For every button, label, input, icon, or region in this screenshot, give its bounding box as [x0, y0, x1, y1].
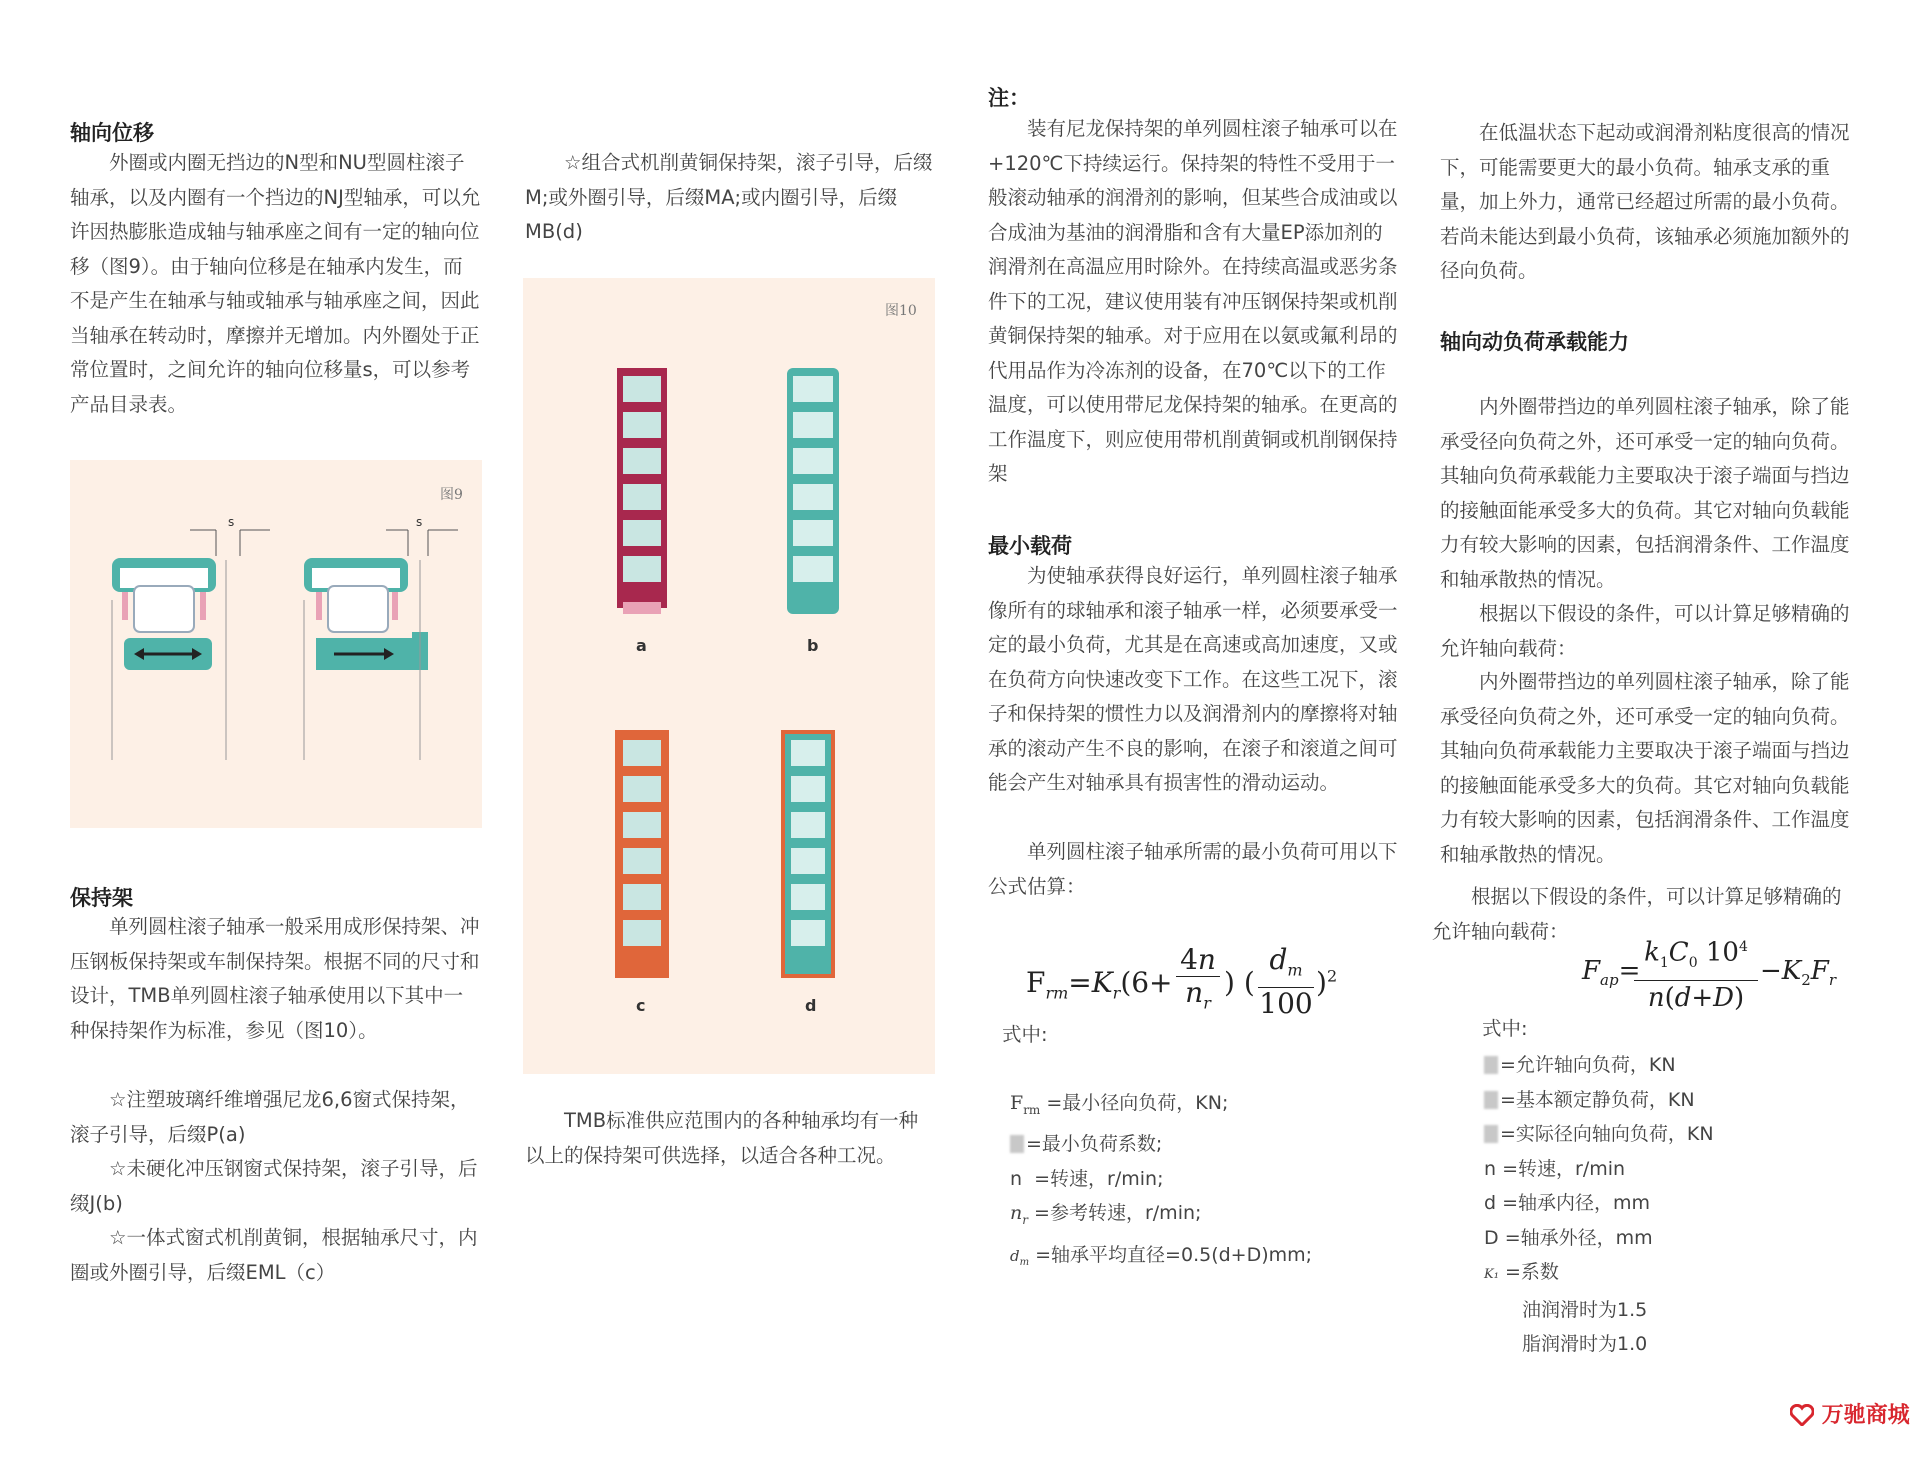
var-dm: =轴承平均直径=0.5(d+D)mm;	[1035, 1243, 1313, 1266]
var-fr: =实际径向轴向负荷，KN	[1500, 1123, 1714, 1145]
paragraph-assumption-1: 根据以下假设的条件，可以计算足够精确的允许轴向载荷：	[1440, 602, 1850, 660]
formula-min-load: $F_{rm}=K_r(6+$ 4n $n_r$ ) ( $d_m$ 100 )$^2$	[1026, 943, 1338, 1020]
brand-logo-text: 万驰商城	[1821, 1403, 1910, 1428]
var-k1: =系数	[1504, 1261, 1559, 1283]
cage-a	[617, 368, 667, 614]
heart-logo-icon	[1790, 1404, 1814, 1426]
cage-c	[615, 730, 669, 978]
caption-c: c	[636, 996, 646, 1015]
paragraph-axial-capacity-1: 内外圈带挡边的单列圆柱滚子轴承，除了能承受径向负荷之外，还可承受一定的轴向负荷。其轴向负荷承载能力主要取决于滚子端面与挡边的接触面能承受多大的负荷。其它对轴向负载能力有较大影响的因素，包括润滑条件、工作温度和轴承散热的情况。	[1440, 395, 1850, 591]
var-fr-symbol	[1484, 1125, 1498, 1143]
heading-note: 注：	[988, 86, 1030, 110]
bullet-cage-j: ☆未硬化冲压钢窗式保持架，滚子引导，后缀J(b)	[70, 1157, 478, 1215]
var-frm: =最小径向负荷，KN;	[1046, 1092, 1229, 1114]
var-c0-symbol	[1484, 1091, 1498, 1109]
var-fap: =允许轴向负荷，KN	[1500, 1054, 1676, 1076]
paragraph-note: 装有尼龙保持架的单列圆柱滚子轴承可以在+120℃下持续运行。保持架的特性不受用于一般滚动轴承的润滑剂的影响，但某些合成油或以合成油为基油的润滑脂和含有大量EP添加剂的润滑剂在高温应用时除外。在持续高温或恶劣条件下的工况，建议使用装有冲压钢保持架或机削黄铜保持架的轴承。对于应用在以氨或氟利昂的代用品作为冷冻剂的设备，在70℃以下的工作温度，可以使用带尼龙保持架的轴承。在更高的工作温度下，则应使用带机削黄铜或机削钢保持架	[988, 117, 1398, 485]
var-D: =轴承外径，mm	[1504, 1226, 1653, 1249]
where-label-2: 式中:	[1482, 1017, 1528, 1040]
figure-10-label: 图10	[885, 303, 917, 319]
paragraph-assumption-2: 根据以下假设的条件，可以计算足够精确的允许轴向载荷：	[1432, 885, 1842, 943]
var-d-symbol: d	[1484, 1192, 1497, 1214]
caption-b: b	[807, 636, 819, 655]
bullet-cage-eml: ☆一体式窗式机削黄铜，根据轴承尺寸，内圈或外圈引导，后缀EML（c）	[70, 1226, 478, 1284]
figure-9-drawing	[70, 460, 482, 828]
paragraph-minimum-load-formula-intro: 单列圆柱滚子轴承所需的最小负荷可用以下公式估算：	[988, 840, 1398, 898]
cage-d	[781, 730, 835, 978]
var-n-symbol-2: n	[1484, 1157, 1497, 1180]
heading-axial-displacement: 轴向位移	[70, 121, 154, 145]
bullet-cage-m: ☆组合式机削黄铜保持架，滚子引导，后缀M;或外圈引导，后缀MA;或内圈引导，后缀MB(d)	[525, 151, 933, 243]
heading-axial-load-capacity: 轴向动负荷承载能力	[1440, 330, 1629, 354]
var-k1-symbol: K₁	[1484, 1267, 1499, 1282]
where-label: 式中:	[1002, 1023, 1048, 1046]
figure-9	[70, 460, 482, 828]
bearing-right	[304, 530, 458, 760]
caption-d: d	[805, 996, 817, 1015]
heading-minimum-load: 最小载荷	[988, 534, 1072, 558]
var-k1-oil: 油润滑时为1.5	[1522, 1298, 1648, 1321]
formula-axial-load: $F_{ap}=$ $k_1C_0$ $10^4$ n(d+D) $-K_2F_r$	[1582, 930, 1862, 1010]
var-d: =轴承内径，mm	[1502, 1192, 1651, 1214]
var-nr: =参考转速，r/min;	[1034, 1202, 1202, 1225]
var-k1-grease: 脂润滑时为1.0	[1522, 1333, 1648, 1355]
paragraph-cage-options: TMB标准供应范围内的各种轴承均有一种以上的保持架可供选择，以适合各种工况。	[525, 1109, 919, 1167]
var-kr: =最小负荷系数;	[1026, 1133, 1163, 1156]
bearing-left	[112, 530, 270, 760]
var-fap-symbol	[1484, 1056, 1498, 1074]
figure-10	[523, 278, 935, 1074]
figure-10-drawing	[523, 278, 935, 1074]
caption-a: a	[636, 636, 647, 655]
paragraph-minimum-load: 为使轴承获得良好运行，单列圆柱滚子轴承像所有的球轴承和滚子轴承一样，必须要承受一定的最小负荷，尤其是在高速或高加速度，又或在负荷方向快速改变下工作。在这些工况下，滚子和保持架的惯性力以及润滑剂内的摩擦将对轴承的滚动产生不良的影响，在滚子和滚道之间可能会产生对轴承具有损害性的滑动运动。	[988, 564, 1398, 794]
paragraph-cage: 单列圆柱滚子轴承一般采用成形保持架、冲压钢板保持架或车制保持架。根据不同的尺寸和设计，TMB单列圆柱滚子轴承使用以下其中一种保持架作为标准，参见（图10）。	[70, 915, 480, 1042]
paragraph-axial-displacement: 外圈或内圈无挡边的N型和NU型圆柱滚子轴承，以及内圈有一个挡边的NJ型轴承，可以允许因热膨胀造成轴与轴承座之间有一定的轴向位移（图9）。由于轴向位移是在轴承内发生，而不是产生在轴承与轴或轴承与轴承座之间，因此当轴承在转动时，摩擦并无增加。内外圈处于正常位置时，之间允许的轴向位移量s，可以参考产品目录表。	[70, 151, 481, 416]
paragraph-low-temp: 在低温状态下起动或润滑剂粘度很高的情况下，可能需要更大的最小负荷。轴承支承的重量，加上外力，通常已经超过所需的最小负荷。若尚未能达到最小负荷，该轴承必须施加额外的径向负荷。	[1440, 121, 1850, 282]
formula-axial-load-where	[1482, 1012, 1528, 1047]
bullet-cage-p: ☆注塑玻璃纤维增强尼龙6,6窗式保持架，滚子引导，后缀P(a)	[70, 1088, 470, 1146]
figure-9-s-left: s	[228, 515, 235, 529]
var-D-symbol: D	[1484, 1226, 1499, 1249]
heading-cage: 保持架	[70, 886, 133, 910]
var-c0: =基本额定静负荷，KN	[1500, 1088, 1695, 1111]
figure-9-label: 图9	[440, 487, 463, 503]
formula-min-load-where	[1002, 1018, 1048, 1053]
variables-min-load: $F_{rm}$ =最小径向负荷，KN; =最小负荷系数; n =转速，r/min; $n_r$ =参考转速，r/min; $d_m$ =轴承平均直径=0.5(d+D)mm;	[1010, 1092, 1313, 1268]
paragraph-axial-capacity-2: 内外圈带挡边的单列圆柱滚子轴承，除了能承受径向负荷之外，还可承受一定的轴向负荷。其轴向负荷承载能力主要取决于滚子端面与挡边的接触面能承受多大的负荷。其它对轴向负载能力有较大影响的因素，包括润滑条件、工作温度和轴承散热的情况。	[1440, 670, 1850, 866]
var-n-symbol: n	[1010, 1167, 1023, 1190]
figure-9-s-right: s	[416, 515, 423, 529]
var-n: =转速，r/min;	[1034, 1167, 1164, 1190]
brand-logo[interactable]	[1790, 1398, 1910, 1429]
cage-b	[787, 368, 839, 614]
var-kr-symbol	[1010, 1135, 1024, 1153]
variables-axial-load	[1484, 1048, 1714, 1362]
var-n-2: =转速，r/min	[1502, 1157, 1626, 1180]
